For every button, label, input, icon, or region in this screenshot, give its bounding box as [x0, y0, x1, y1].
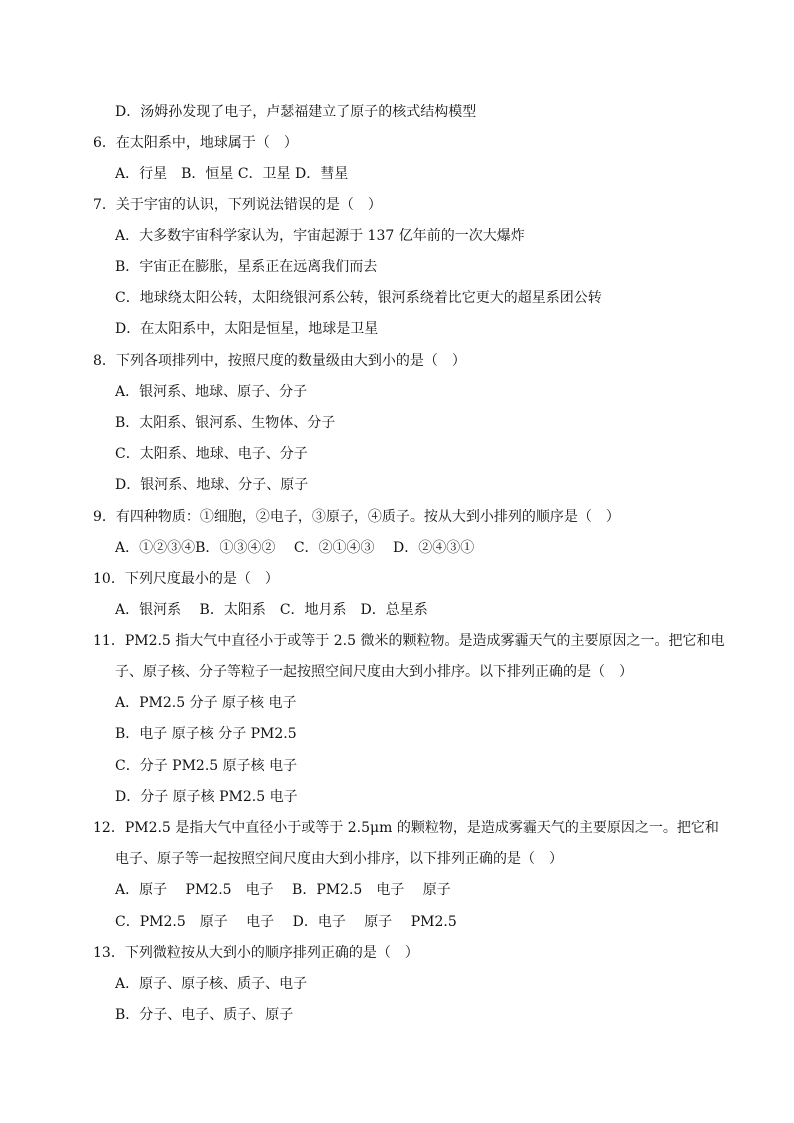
options-12cd: C．PM2.5 原子 电子 D．电子 原子 PM2.5 — [115, 914, 457, 930]
option-7c: C．地球绕太阳公转，太阳绕银河系公转，银河系绕着比它更大的超星系团公转 — [115, 290, 602, 306]
question-7: 7．关于宇宙的认识，下列说法错误的是（ ） — [93, 197, 382, 213]
option-8c: C．太阳系、地球、电子、分子 — [115, 446, 308, 462]
options-6: A．行星 B．恒星 C．卫星 D．彗星 — [115, 166, 349, 182]
question-9: 9．有四种物质：①细胞，②电子，③原子，④质子。按从大到小排列的顺序是（ ） — [93, 509, 620, 525]
options-9: A．①②③④B．①③④② C．②①④③ D．②④③① — [115, 540, 475, 556]
question-10: 10．下列尺度最小的是（ ） — [93, 571, 279, 587]
option-11a: A．PM2.5 分子 原子核 电子 — [115, 695, 297, 711]
option-8b: B．太阳系、银河系、生物体、分子 — [115, 415, 336, 431]
option-13a: A．原子、原子核、质子、电子 — [115, 976, 308, 992]
option-7d: D．在太阳系中，太阳是恒星，地球是卫星 — [115, 321, 379, 337]
question-12: 12．PM2.5 是指大气中直径小于或等于 2.5μm 的颗粒物，是造成雾霾天气的主要原因之一。把它和 — [93, 820, 719, 836]
question-8: 8．下列各项排列中，按照尺度的数量级由大到小的是（ ） — [93, 353, 466, 369]
option-11d: D．分子 原子核 PM2.5 电子 — [115, 789, 298, 805]
options-12ab: A．原子 PM2.5 电子 B．PM2.5 电子 原子 — [115, 882, 451, 898]
option-8d: D．银河系、地球、分子、原子 — [115, 477, 309, 493]
option-5d: D．汤姆孙发现了电子，卢瑟福建立了原子的核式结构模型 — [115, 104, 477, 120]
option-13b: B．分子、电子、质子、原子 — [115, 1007, 294, 1023]
question-11: 11．PM2.5 指大气中直径小于或等于 2.5 微米的颗粒物。是造成雾霾天气的主要原因之一。把它和电 — [93, 633, 725, 649]
option-11b: B．电子 原子核 分子 PM2.5 — [115, 726, 297, 742]
question-12-continued: 电子、原子等一起按照空间尺度由大到小排序，以下排列正确的是（ ） — [115, 851, 563, 867]
question-13: 13．下列微粒按从大到小的顺序排列正确的是（ ） — [93, 945, 419, 961]
option-7b: B．宇宙正在膨胀，星系正在远离我们而去 — [115, 259, 378, 275]
options-10: A．银河系 B．太阳系 C．地月系 D．总星系 — [115, 602, 428, 618]
option-7a: A．大多数宇宙科学家认为，宇宙起源于 137 亿年前的一次大爆炸 — [115, 228, 525, 244]
option-8a: A．银河系、地球、原子、分子 — [115, 384, 308, 400]
question-6: 6．在太阳系中，地球属于（ ） — [93, 135, 298, 151]
option-11c: C．分子 PM2.5 原子核 电子 — [115, 758, 298, 774]
question-11-continued: 子、原子核、分子等粒子一起按照空间尺度由大到小排序。以下排列正确的是（ ） — [115, 664, 633, 680]
